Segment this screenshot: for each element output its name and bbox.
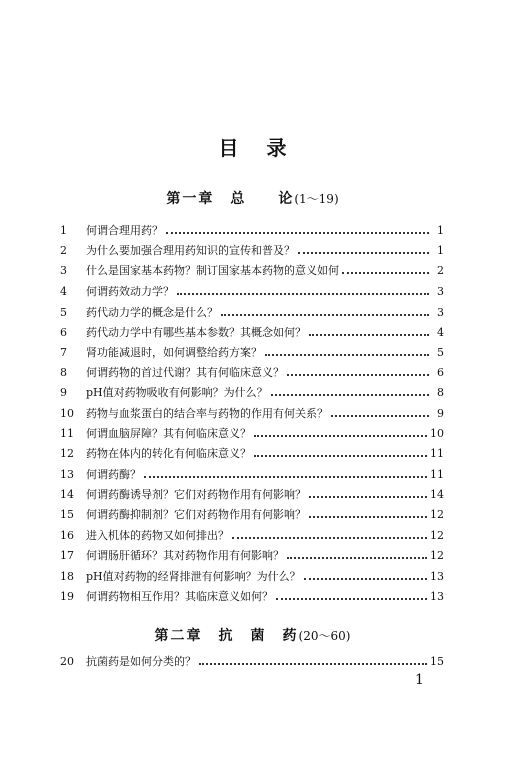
dot-leader bbox=[232, 537, 427, 539]
dot-leader bbox=[221, 314, 429, 316]
entry-page: 6 bbox=[437, 365, 444, 379]
entry-title: 何谓药效动力学？ bbox=[86, 285, 174, 298]
chapter-range: (20～60) bbox=[298, 629, 351, 643]
entry-page: 11 bbox=[430, 446, 444, 460]
entry-page: 10 bbox=[430, 426, 444, 440]
entry-title: 药物与血浆蛋白的结合率与药物的作用有何关系？ bbox=[86, 407, 328, 420]
toc-entry[interactable] bbox=[60, 260, 444, 280]
entry-number: 6 bbox=[60, 325, 67, 339]
toc-entry[interactable] bbox=[60, 382, 444, 402]
page-number: 1 bbox=[415, 672, 424, 688]
entry-page: 2 bbox=[437, 263, 444, 277]
dot-leader bbox=[287, 557, 427, 559]
dot-leader bbox=[298, 252, 429, 254]
entry-title: 何谓药物相互作用？其临床意义如何？ bbox=[86, 590, 273, 603]
chapter-range: (1～19) bbox=[294, 192, 339, 206]
chapter-heading bbox=[0, 188, 505, 208]
entry-number: 5 bbox=[60, 305, 67, 319]
entry-number: 2 bbox=[60, 243, 67, 257]
toc-entry[interactable] bbox=[60, 586, 444, 606]
toc-entry[interactable] bbox=[60, 464, 444, 484]
dot-leader bbox=[254, 455, 427, 457]
toc-entry[interactable] bbox=[60, 322, 444, 342]
entry-page: 4 bbox=[437, 325, 444, 339]
entry-number: 12 bbox=[60, 446, 74, 460]
entry-title: 何谓合理用药？ bbox=[86, 224, 163, 237]
entry-number: 7 bbox=[60, 345, 67, 359]
dot-leader bbox=[331, 415, 429, 417]
entry-page: 5 bbox=[437, 345, 444, 359]
entry-number: 4 bbox=[60, 284, 67, 298]
entry-number: 19 bbox=[60, 589, 74, 603]
entry-number: 8 bbox=[60, 365, 67, 379]
entry-page: 3 bbox=[437, 305, 444, 319]
page-title bbox=[0, 132, 505, 161]
entry-page: 3 bbox=[437, 284, 444, 298]
entry-page: 13 bbox=[430, 569, 444, 583]
entry-title: 何谓肠肝循环？其对药物作用有何影响？ bbox=[86, 549, 284, 562]
entry-number: 10 bbox=[60, 406, 74, 420]
toc-entry[interactable] bbox=[60, 302, 444, 322]
entry-number: 18 bbox=[60, 569, 74, 583]
entry-title: 何谓药酶抑制剂？它们对药物作用有何影响？ bbox=[86, 508, 306, 521]
entry-page: 12 bbox=[430, 528, 444, 542]
entry-title: 何谓药酶？ bbox=[86, 468, 141, 481]
dot-leader bbox=[342, 272, 429, 274]
entry-page: 13 bbox=[430, 589, 444, 603]
chapter-title: 第二章 抗 菌 药 bbox=[154, 628, 299, 644]
toc-entry[interactable] bbox=[60, 443, 444, 463]
entry-title: 进入机体的药物又如何排出？ bbox=[86, 529, 229, 542]
entry-number: 16 bbox=[60, 528, 74, 542]
entry-page: 8 bbox=[437, 385, 444, 399]
entry-title: 抗菌药是如何分类的？ bbox=[86, 655, 196, 668]
dot-leader bbox=[265, 354, 429, 356]
entry-title: 药物在体内的转化有何临床意义？ bbox=[86, 447, 251, 460]
entry-title: 为什么要加强合理用药知识的宣传和普及？ bbox=[86, 244, 295, 257]
entry-page: 1 bbox=[437, 223, 444, 237]
toc-entry[interactable] bbox=[60, 240, 444, 260]
dot-leader bbox=[309, 516, 427, 518]
entry-number: 1 bbox=[60, 223, 67, 237]
page-title-char-2: 录 bbox=[266, 136, 287, 160]
toc-entry[interactable] bbox=[60, 423, 444, 443]
toc-entry[interactable] bbox=[60, 281, 444, 301]
entry-number: 15 bbox=[60, 507, 74, 521]
dot-leader bbox=[177, 293, 429, 295]
entry-title: pH值对药物的经肾排泄有何影响？为什么？ bbox=[86, 570, 301, 583]
entry-number: 11 bbox=[60, 426, 74, 440]
entry-title: 什么是国家基本药物？制订国家基本药物的意义如何 bbox=[86, 264, 339, 277]
entry-title: 何谓血脑屏障？其有何临床意义？ bbox=[86, 427, 251, 440]
dot-leader bbox=[276, 598, 427, 600]
dot-leader bbox=[287, 374, 429, 376]
toc-entry[interactable] bbox=[60, 651, 444, 671]
entry-title: 肾功能减退时，如何调整给药方案？ bbox=[86, 346, 262, 359]
toc-entry[interactable] bbox=[60, 220, 444, 240]
entry-page: 15 bbox=[430, 654, 444, 668]
entry-title: 何谓药酶诱导剂？它们对药物作用有何影响？ bbox=[86, 488, 306, 501]
entry-page: 11 bbox=[430, 467, 444, 481]
chapter-title: 第一章 总 论 bbox=[166, 191, 295, 207]
entry-title: pH值对药物吸收有何影响？为什么？ bbox=[86, 386, 268, 399]
dot-leader bbox=[304, 578, 427, 580]
entry-page: 1 bbox=[437, 243, 444, 257]
dot-leader bbox=[309, 496, 427, 498]
dot-leader bbox=[199, 663, 427, 665]
toc-entry[interactable] bbox=[60, 362, 444, 382]
dot-leader bbox=[271, 394, 429, 396]
toc-entry[interactable] bbox=[60, 566, 444, 586]
entry-page: 12 bbox=[430, 548, 444, 562]
entry-page: 14 bbox=[430, 487, 444, 501]
entry-number: 9 bbox=[60, 385, 67, 399]
toc-entry[interactable] bbox=[60, 342, 444, 362]
toc-entry[interactable] bbox=[60, 545, 444, 565]
entry-number: 13 bbox=[60, 467, 74, 481]
entry-title: 何谓药物的首过代谢？其有何临床意义？ bbox=[86, 366, 284, 379]
entry-number: 20 bbox=[60, 654, 74, 668]
toc-entry[interactable] bbox=[60, 484, 444, 504]
entry-number: 17 bbox=[60, 548, 74, 562]
toc-entry[interactable] bbox=[60, 403, 444, 423]
page-title-char-1: 目 bbox=[218, 136, 239, 160]
chapter-heading bbox=[0, 625, 505, 645]
dot-leader bbox=[166, 232, 429, 234]
dot-leader bbox=[144, 476, 427, 478]
entry-number: 3 bbox=[60, 263, 67, 277]
dot-leader bbox=[309, 334, 429, 336]
entry-number: 14 bbox=[60, 487, 74, 501]
entry-page: 12 bbox=[430, 507, 444, 521]
entry-page: 9 bbox=[437, 406, 444, 420]
dot-leader bbox=[254, 435, 427, 437]
entry-title: 药代动力学中有哪些基本参数？其概念如何？ bbox=[86, 326, 306, 339]
toc-entry[interactable] bbox=[60, 504, 444, 524]
toc-entry[interactable] bbox=[60, 525, 444, 545]
entry-title: 药代动力学的概念是什么？ bbox=[86, 306, 218, 319]
